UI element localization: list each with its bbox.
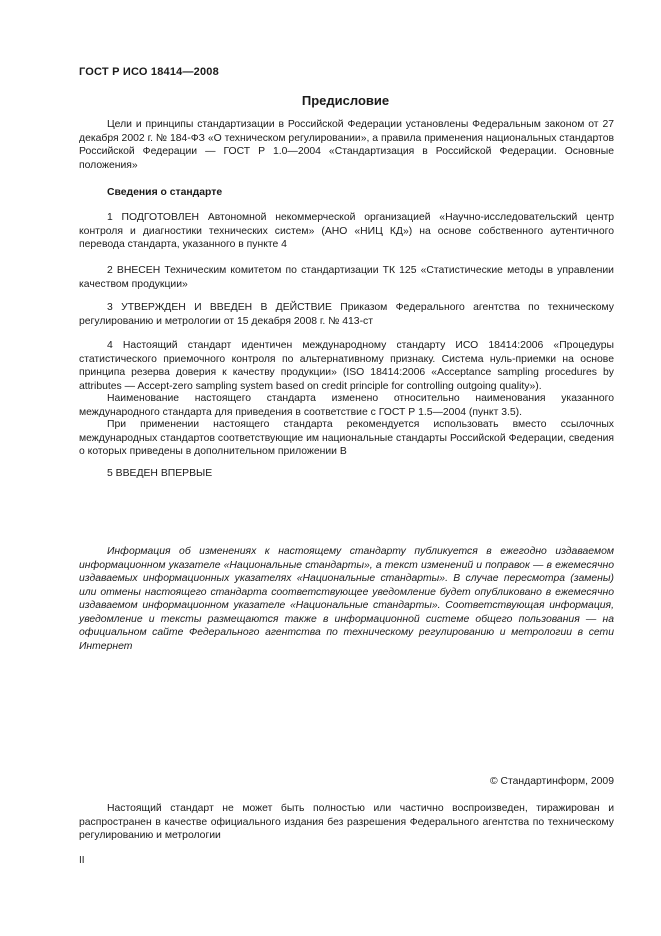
document-header: ГОСТ Р ИСО 18414—2008 <box>79 66 219 78</box>
page-title: Предисловие <box>301 93 390 108</box>
item-1: 1 ПОДГОТОВЛЕН Автономной некоммерческой организацией «Научно-исследовательский центр контроля и диагностики технических систем» (АНО «НИЦ КД») на основе собственного аутентичного перевода стандарта, указанного в пункте 4 <box>79 212 614 250</box>
copyright: © Стандартинформ, 2009 <box>489 776 614 787</box>
item-2: 2 ВНЕСЕН Техническим комитетом по стандартизации ТК 125 «Статистические методы в управлении качеством продукции» <box>79 265 614 290</box>
reproduction-notice: Настоящий стандарт не может быть полностью или частично воспроизведен, тиражирован и распространен в качестве официального издания без разрешения Федерального агентства по техническому регулированию и метрологии <box>79 803 614 841</box>
item-5: 5 ВВЕДЕН ВПЕРВЫЕ <box>107 468 213 479</box>
intro-paragraph: Цели и принципы стандартизации в Российской Федерации установлены Федеральным законом от 27 декабря 2002 г. № 184-ФЗ «О техническом регулировании», а правила применения национальных стандартов Российской Федерации — ГОСТ Р 1.0—2004 «Стандартизация в Российской Федерации. Основные положения» <box>79 119 614 171</box>
info-notice: Информация об изменениях к настоящему стандарту публикуется в ежегодно издаваемом информационном указателе «Национальные стандарты», а текст изменений и поправок — в ежемесячно издаваемых информационных указателях «Национальные стандарты». В случае пересмотра (замены) или отмены настоящего стандарта соответствующее уведомление будет опубликовано в ежемесячно издаваемом информационном указателе «Национальные стандарты». Соответствующая информация, уведомление и тексты размещаются также в информационной системе общего пользования — на официальном сайте Федерального агентства по техническому регулированию и метрологии в сети Интернет <box>79 546 614 652</box>
page-number: II <box>79 855 85 866</box>
item-4: 4 Настоящий стандарт идентичен международному стандарту ИСО 18414:2006 «Процедуры статистического приемочного контроля по альтернативному признаку. Система нуль-приемки на основе принципа резерва доверия к качеству продукции» (ISO 18414:2006 «Acceptance sampling procedures by attributes — Accept-zero sampling system based on credit principle for controlling outgoing quality»). <box>79 340 614 392</box>
item-4-note-name: Наименование настоящего стандарта изменено относительно наименования указанного международного стандарта для приведения в соответствие с ГОСТ Р 1.5—2004 (пункт 3.5). <box>79 393 614 418</box>
section-heading: Сведения о стандарте <box>107 187 223 198</box>
item-4-note-refs: При применении настоящего стандарта рекомендуется использовать вместо ссылочных международных стандартов соответствующие им национальные стандарты Российской Федерации, сведения о которых приведены в дополнительном приложении В <box>79 419 614 457</box>
item-3: 3 УТВЕРЖДЕН И ВВЕДЕН В ДЕЙСТВИЕ Приказом Федерального агентства по техническому регулированию и метрологии от 15 декабря 2008 г. № 413-ст <box>79 302 614 327</box>
